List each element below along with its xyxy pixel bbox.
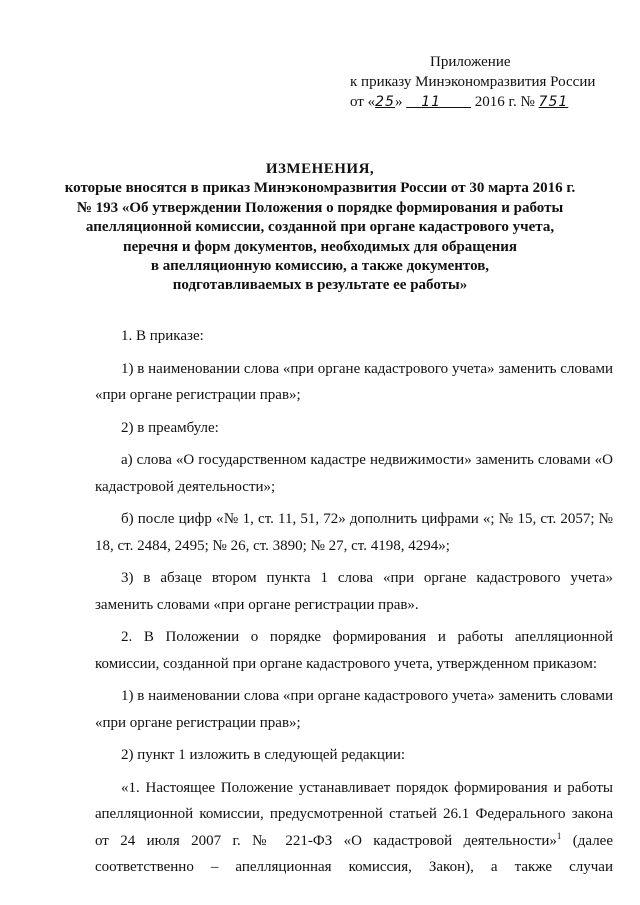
appendix-month: 11 [421,94,442,110]
appendix-day: 25 [375,94,395,110]
title-line: в апелляционную комиссию, а также документов, [150,258,490,275]
title-line: апелляционной комиссии, созданной при органе кадастрового учета, [85,219,555,236]
document-body [95,323,613,881]
document-title [60,160,580,296]
paragraph: 2. В Положении о порядке формирования и работы апелляционной комиссии, созданной при органе кадастрового учета, утвержденном приказом: [95,629,613,672]
title-line: подготавливаемых в результате ее работы» [172,277,468,294]
appendix-order-ref: к приказу Минэкономразвития России [350,74,596,90]
appendix-date-line: от «25» 11 2016 г. № 751 [350,94,569,110]
paragraph: 1. В приказе: [121,328,204,344]
paragraph: а) слова «О государственном кадастре недвижимости» заменить словами «О кадастровой деятельности»; [95,452,613,495]
paragraph: 1) в наименовании слова «при органе кадастрового учета» заменить словами «при органе регистрации прав»; [95,688,613,731]
appendix-header [350,52,620,112]
paragraph: 1) в наименовании слова «при органе кадастрового учета» заменить словами «при органе регистрации прав»; [95,360,613,403]
paragraph: 2) пункт 1 изложить в следующей редакции: [121,747,406,763]
paragraph: б) после цифр «№ 1, ст. 11, 51, 72» дополнить цифрами «; № 15, ст. 2057; № 18, ст. 2484, 2495; № 26, ст. 3890; № 27, ст. 4198, 4294»; [95,511,613,554]
title-line: которые вносятся в приказ Минэкономразвития России от 30 марта 2016 г. [64,180,576,197]
appendix-label: Приложение [430,54,511,70]
paragraph-last: «1. Настоящее Положение устанавливает порядок формирования и работы апелляционной комиссии, предусмотренной статьей 26.1 Федерального закона от 24 июля 2007 г. № 221-ФЗ «О кадастровой деятельности»$^1$ (далее соответственно – апелляционная комиссия, Закон), а также случаи [95,779,613,875]
paragraph: 2) в преамбуле: [121,419,219,436]
title-line: перечня и форм документов, необходимых для обращения [122,238,518,255]
title-heading: ИЗМЕНЕНИЯ, [265,161,375,177]
title-line: № 193 «Об утверждении Положения о порядке формирования и работы [76,199,564,216]
footnote-marker: 1 [556,830,562,841]
paragraph: 3) в абзаце втором пункта 1 слова «при органе кадастрового учета» заменить словами «при органе регистрации прав». [95,570,613,613]
appendix-number: 751 [538,94,569,110]
